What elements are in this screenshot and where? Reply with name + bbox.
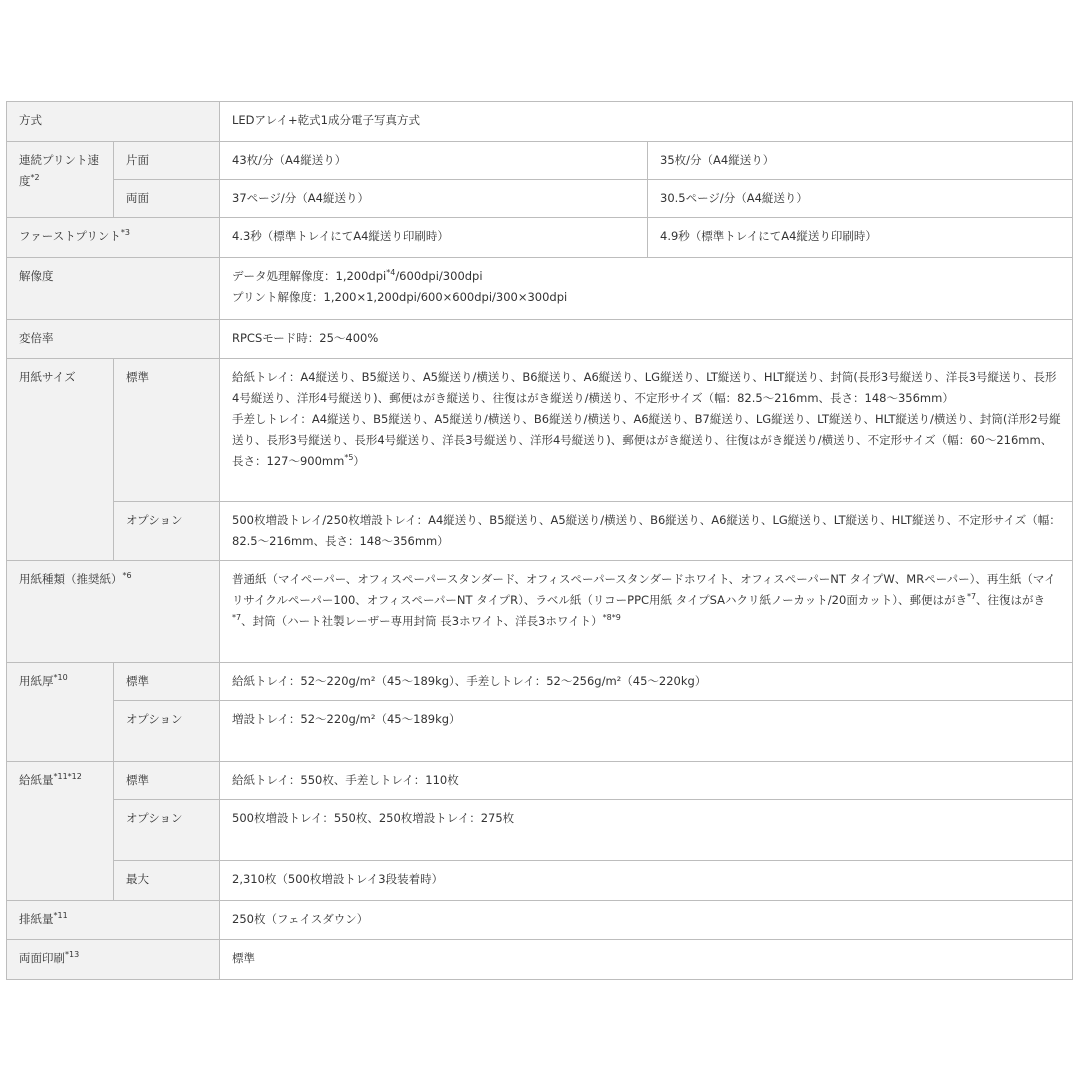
row-resolution: [7, 258, 1073, 320]
row-paper-size-standard: [7, 359, 1073, 502]
row-continuous-simplex: [7, 142, 1073, 180]
value-duplex-a: 37ページ/分（A4縦送り）: [220, 180, 648, 218]
row-scale: [7, 320, 1073, 359]
row-capacity-standard: [7, 762, 1073, 800]
row-continuous-duplex: [7, 180, 1073, 218]
label-thickness: 用紙厚$^{*10}$: [7, 663, 114, 762]
value-resolution: データ処理解像度：1,200dpi$^{*4}$/600dpi/300dpi プリント解像度：1,200×1,200dpi/600×600dpi/300×300dpi: [220, 258, 1073, 320]
value-thickness-option: 増設トレイ：52～220g/m²（45～189kg）: [220, 701, 1073, 762]
value-first-print-a: 4.3秒（標準トレイにてA4縦送り印刷時）: [220, 218, 648, 258]
label-paper-size: 用紙サイズ: [7, 359, 114, 561]
row-thickness-option: [7, 701, 1073, 762]
label-capacity-max: 最大: [114, 861, 220, 901]
label-thickness-standard: 標準: [114, 663, 220, 701]
label-resolution: 解像度: [7, 258, 220, 320]
label-paper-size-standard: 標準: [114, 359, 220, 502]
label-capacity: 給紙量$^{*11*12}$: [7, 762, 114, 901]
row-paper-type: [7, 561, 1073, 663]
label-duplex: 両面: [114, 180, 220, 218]
value-scale: RPCSモード時：25～400%: [220, 320, 1073, 359]
value-first-print-b: 4.9秒（標準トレイにてA4縦送り印刷時）: [648, 218, 1073, 258]
label-simplex: 片面: [114, 142, 220, 180]
label-continuous: 連続プリント速度$^{*2}$: [7, 142, 114, 218]
value-thickness-standard: 給紙トレイ：52～220g/m²（45～189kg）、手差しトレイ：52～256g/m²（45～220kg）: [220, 663, 1073, 701]
row-method: [7, 102, 1073, 142]
label-first-print: ファーストプリント$^{*3}$: [7, 218, 220, 258]
label-capacity-standard: 標準: [114, 762, 220, 800]
row-duplex-print: [7, 940, 1073, 980]
row-capacity-option: [7, 800, 1073, 861]
label-method: 方式: [7, 102, 220, 142]
value-paper-type: 普通紙（マイペーパー、オフィスペーパースタンダード、オフィスペーパースタンダードホワイト、オフィスペーパーNT タイプW、MRペーパー）、再生紙（マイリサイクルペーパー100、オフィスペーパーNT タイプR）、ラベル紙（リコーPPC用紙 タイプSAハクリ紙ノーカット/20面カット）、郵便はがき$^{*7}$、往復はがき$^{*7}$、封筒（ハート社製レーザー専用封筒 長3ホワイト、洋長3ホワイト）$^{*8*9}$: [220, 561, 1073, 663]
value-capacity-standard: 給紙トレイ：550枚、手差しトレイ：110枚: [220, 762, 1073, 800]
row-paper-size-option: [7, 502, 1073, 561]
value-method: LEDアレイ+乾式1成分電子写真方式: [220, 102, 1073, 142]
label-capacity-option: オプション: [114, 800, 220, 861]
label-output: 排紙量$^{*11}$: [7, 901, 220, 940]
value-duplex-b: 30.5ページ/分（A4縦送り）: [648, 180, 1073, 218]
label-paper-type: 用紙種類（推奨紙）$^{*6}$: [7, 561, 220, 663]
value-capacity-max: 2,310枚（500枚増設トレイ3段装着時）: [220, 861, 1073, 901]
value-paper-size-standard: 給紙トレイ：A4縦送り、B5縦送り、A5縦送り/横送り、B6縦送り、A6縦送り、LG縦送り、LT縦送り、HLT縦送り、封筒(長形3号縦送り、洋長3号縦送り、長形4号縦送り、洋形4号縦送り)、郵便はがき縦送り、往復はがき縦送り/横送り、不定形サイズ（幅：82.5～216mm、長さ：148～356mm） 手差しトレイ：A4縦送り、B5縦送り、A5縦送り/横送り、B6縦送り/横送り、A6縦送り、B7縦送り、LG縦送り、LT縦送り、HLT縦送り/横送り、封筒(洋形2号縦送り、長形3号縦送り、長形4号縦送り、洋長3号縦送り、洋形4号縦送り)、郵便はがき縦送り、往復はがき縦送り/横送り、不定形サイズ（幅：60～216mm、長さ：$127\sim 900mm^{*5}$）: [220, 359, 1073, 502]
spec-table: [6, 101, 1073, 980]
label-scale: 変倍率: [7, 320, 220, 359]
value-output: 250枚（フェイスダウン）: [220, 901, 1073, 940]
value-simplex-a: 43枚/分（A4縦送り）: [220, 142, 648, 180]
label-paper-size-option: オプション: [114, 502, 220, 561]
value-duplex-print: 標準: [220, 940, 1073, 980]
row-capacity-max: [7, 861, 1073, 901]
value-simplex-b: 35枚/分（A4縦送り）: [648, 142, 1073, 180]
row-first-print: [7, 218, 1073, 258]
label-thickness-option: オプション: [114, 701, 220, 762]
value-paper-size-option: 500枚増設トレイ/250枚増設トレイ：A4縦送り、B5縦送り、A5縦送り/横送り、B6縦送り、A6縦送り、LG縦送り、LT縦送り、HLT縦送り、不定形サイズ（幅：82.5～216mm、長さ：148～356mm）: [220, 502, 1073, 561]
value-capacity-option: 500枚増設トレイ：550枚、250枚増設トレイ：275枚: [220, 800, 1073, 861]
row-thickness-standard: [7, 663, 1073, 701]
label-duplex-print: 両面印刷$^{*13}$: [7, 940, 220, 980]
row-output: [7, 901, 1073, 940]
